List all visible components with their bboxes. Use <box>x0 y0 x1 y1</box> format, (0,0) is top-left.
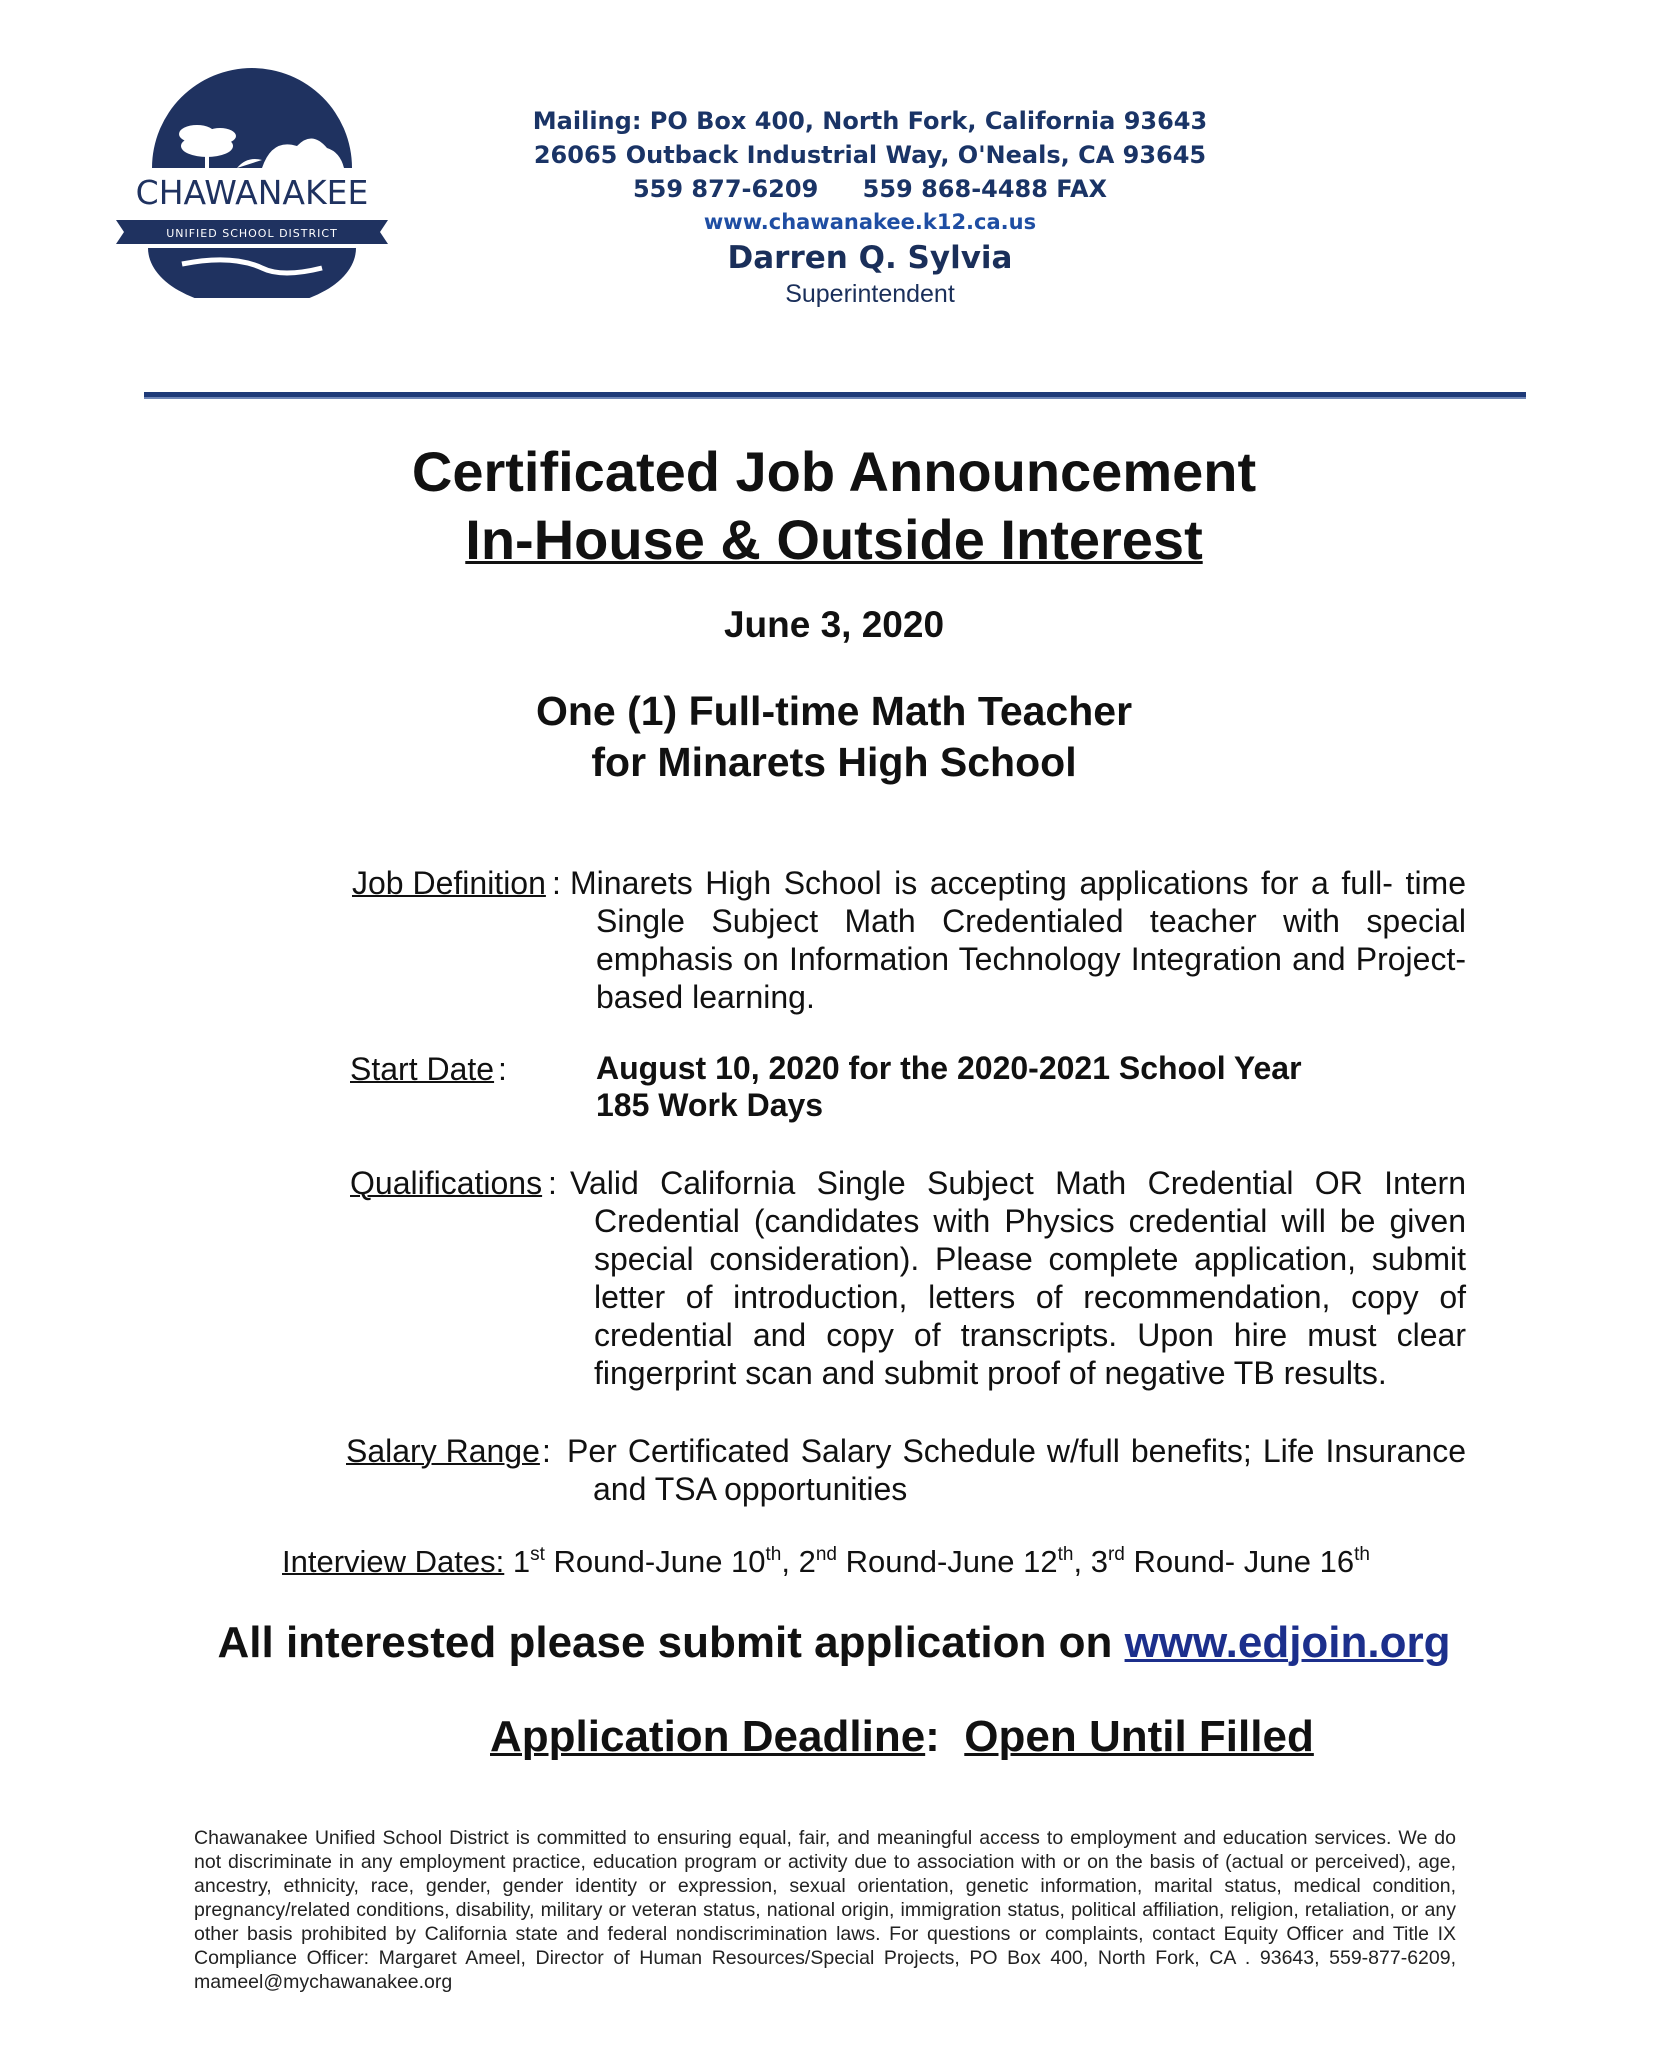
application-deadline: Application Deadline: Open Until Filled <box>490 1712 1314 1761</box>
announcement-subtitle <box>0 506 1668 574</box>
fax-number: 559 868-4488 FAX <box>862 175 1108 203</box>
start-date-label: Start Date <box>350 1051 495 1087</box>
start-date-line-1: August 10, 2020 for the 2020-2021 School Year <box>596 1050 1302 1086</box>
salary-range-text: Per Certificated Salary Schedule w/full benefits; Life Insurance and TSA opportunities <box>567 1433 1466 1507</box>
job-definition-section: Job Definition : Minarets High School is accepting applications for a full- time Single Subject Math Credentialed teacher with special emphasis on Information Technology Integration and Project-based learning. <box>352 865 1466 1015</box>
announcement-subtitle-text: In-House & Outside Interest <box>465 508 1203 571</box>
letterhead <box>500 104 1240 310</box>
phone-line <box>500 172 1240 206</box>
deadline-value: Open Until Filled <box>964 1712 1314 1761</box>
superintendent-name: Darren Q. Sylvia <box>727 240 1013 276</box>
position-title <box>0 686 1668 788</box>
salary-range-section: Salary Range : Per Certificated Salary Schedule w/full benefits; Life Insurance and TSA opportunities <box>346 1433 1466 1507</box>
mailing-address: Mailing: PO Box 400, North Fork, California 93643 <box>532 107 1208 135</box>
position-line-1: One (1) Full-time Math Teacher <box>535 688 1133 734</box>
qualifications-label: Qualifications <box>350 1165 543 1201</box>
interview-dates <box>282 1544 1370 1580</box>
submit-instruction <box>0 1618 1668 1668</box>
round-1: 1st Round-June 10th <box>512 1544 782 1579</box>
round-3: , 3rd Round- June 16th <box>1073 1544 1370 1579</box>
position-line-2: for Minarets High School <box>591 739 1077 785</box>
nondiscrimination-statement: Chawanakee Unified School District is committed to ensuring equal, fair, and meaningful access to employment and education services. We do not discriminate in any employment practice, education program or activity due to association with or on the basis of (actual or perceived), age, ancestry, ethnicity, race, gender, gender identity or expression, sexual orientation, genetic information, marital status, medical condition, pregnancy/related conditions, disability, military or veteran status, national origin, immigration status, political affiliation, religion, retaliation, or any other basis prohibited by California state and federal nondiscrimination laws. For questions or complaints, contact Equity Officer and Title IX Compliance Officer: Margaret Ameel, Director of Human Resources/Special Projects, PO Box 400, North Fork, CA . 93643, 559-877-6209, mameel@mychawanakee.org <box>194 1827 1456 1993</box>
district-website[interactable]: www.chawanakee.k12.ca.us <box>703 210 1037 234</box>
logo-subtitle: UNIFIED SCHOOL DISTRICT <box>166 227 338 240</box>
submit-text: All interested please submit application on <box>217 1618 1125 1667</box>
superintendent-title: Superintendent <box>785 280 955 308</box>
round-2: , 2nd Round-June 12th <box>781 1544 1074 1579</box>
district-logo-graphic <box>112 68 392 298</box>
start-date-section: Start Date : August 10, 2020 for the 2020-2021 School Year 185 Work Days <box>346 1050 1466 1124</box>
header-divider <box>144 392 1526 399</box>
street-address: 26065 Outback Industrial Way, O'Neals, CA 93645 <box>533 141 1207 169</box>
qualifications-text: Valid California Single Subject Math Credential OR Intern Credential (candidates with Physics credential will be given special consideration). Please complete application, submit letter of introduction, letters of recommendation, copy of credential and copy of transcripts. Upon hire must clear fingerprint scan and submit proof of negative TB results. <box>570 1165 1466 1391</box>
logo-name: CHAWANAKEE <box>135 173 369 212</box>
deadline-label: Application Deadline <box>490 1712 926 1761</box>
qualifications-section: Qualifications : Valid California Single Subject Math Credential OR Intern Credential (candidates with Physics credential will be given special consideration). Please complete application, submit letter of introduction, letters of recommendation, copy of credential and copy of transcripts. Upon hire must clear fingerprint scan and submit proof of negative TB results. <box>350 1165 1466 1391</box>
interview-dates-label: Interview Dates: <box>282 1544 505 1579</box>
job-definition-label: Job Definition <box>352 865 546 901</box>
start-date-value <box>596 1050 1466 1124</box>
salary-range-label: Salary Range <box>346 1433 540 1469</box>
edjoin-link[interactable]: www.edjoin.org <box>1124 1618 1451 1667</box>
announcement-title: Certificated Job Announcement <box>411 440 1257 503</box>
phone-number: 559 877-6209 <box>632 175 819 203</box>
announcement-date: June 3, 2020 <box>723 604 945 645</box>
job-definition-text: Minarets High School is accepting applications for a full- time Single Subject Math Credentialed teacher with special emphasis on Information Technology Integration and Project-based learning. <box>570 865 1466 1015</box>
start-date-line-2: 185 Work Days <box>596 1087 824 1123</box>
district-logo <box>112 68 392 298</box>
